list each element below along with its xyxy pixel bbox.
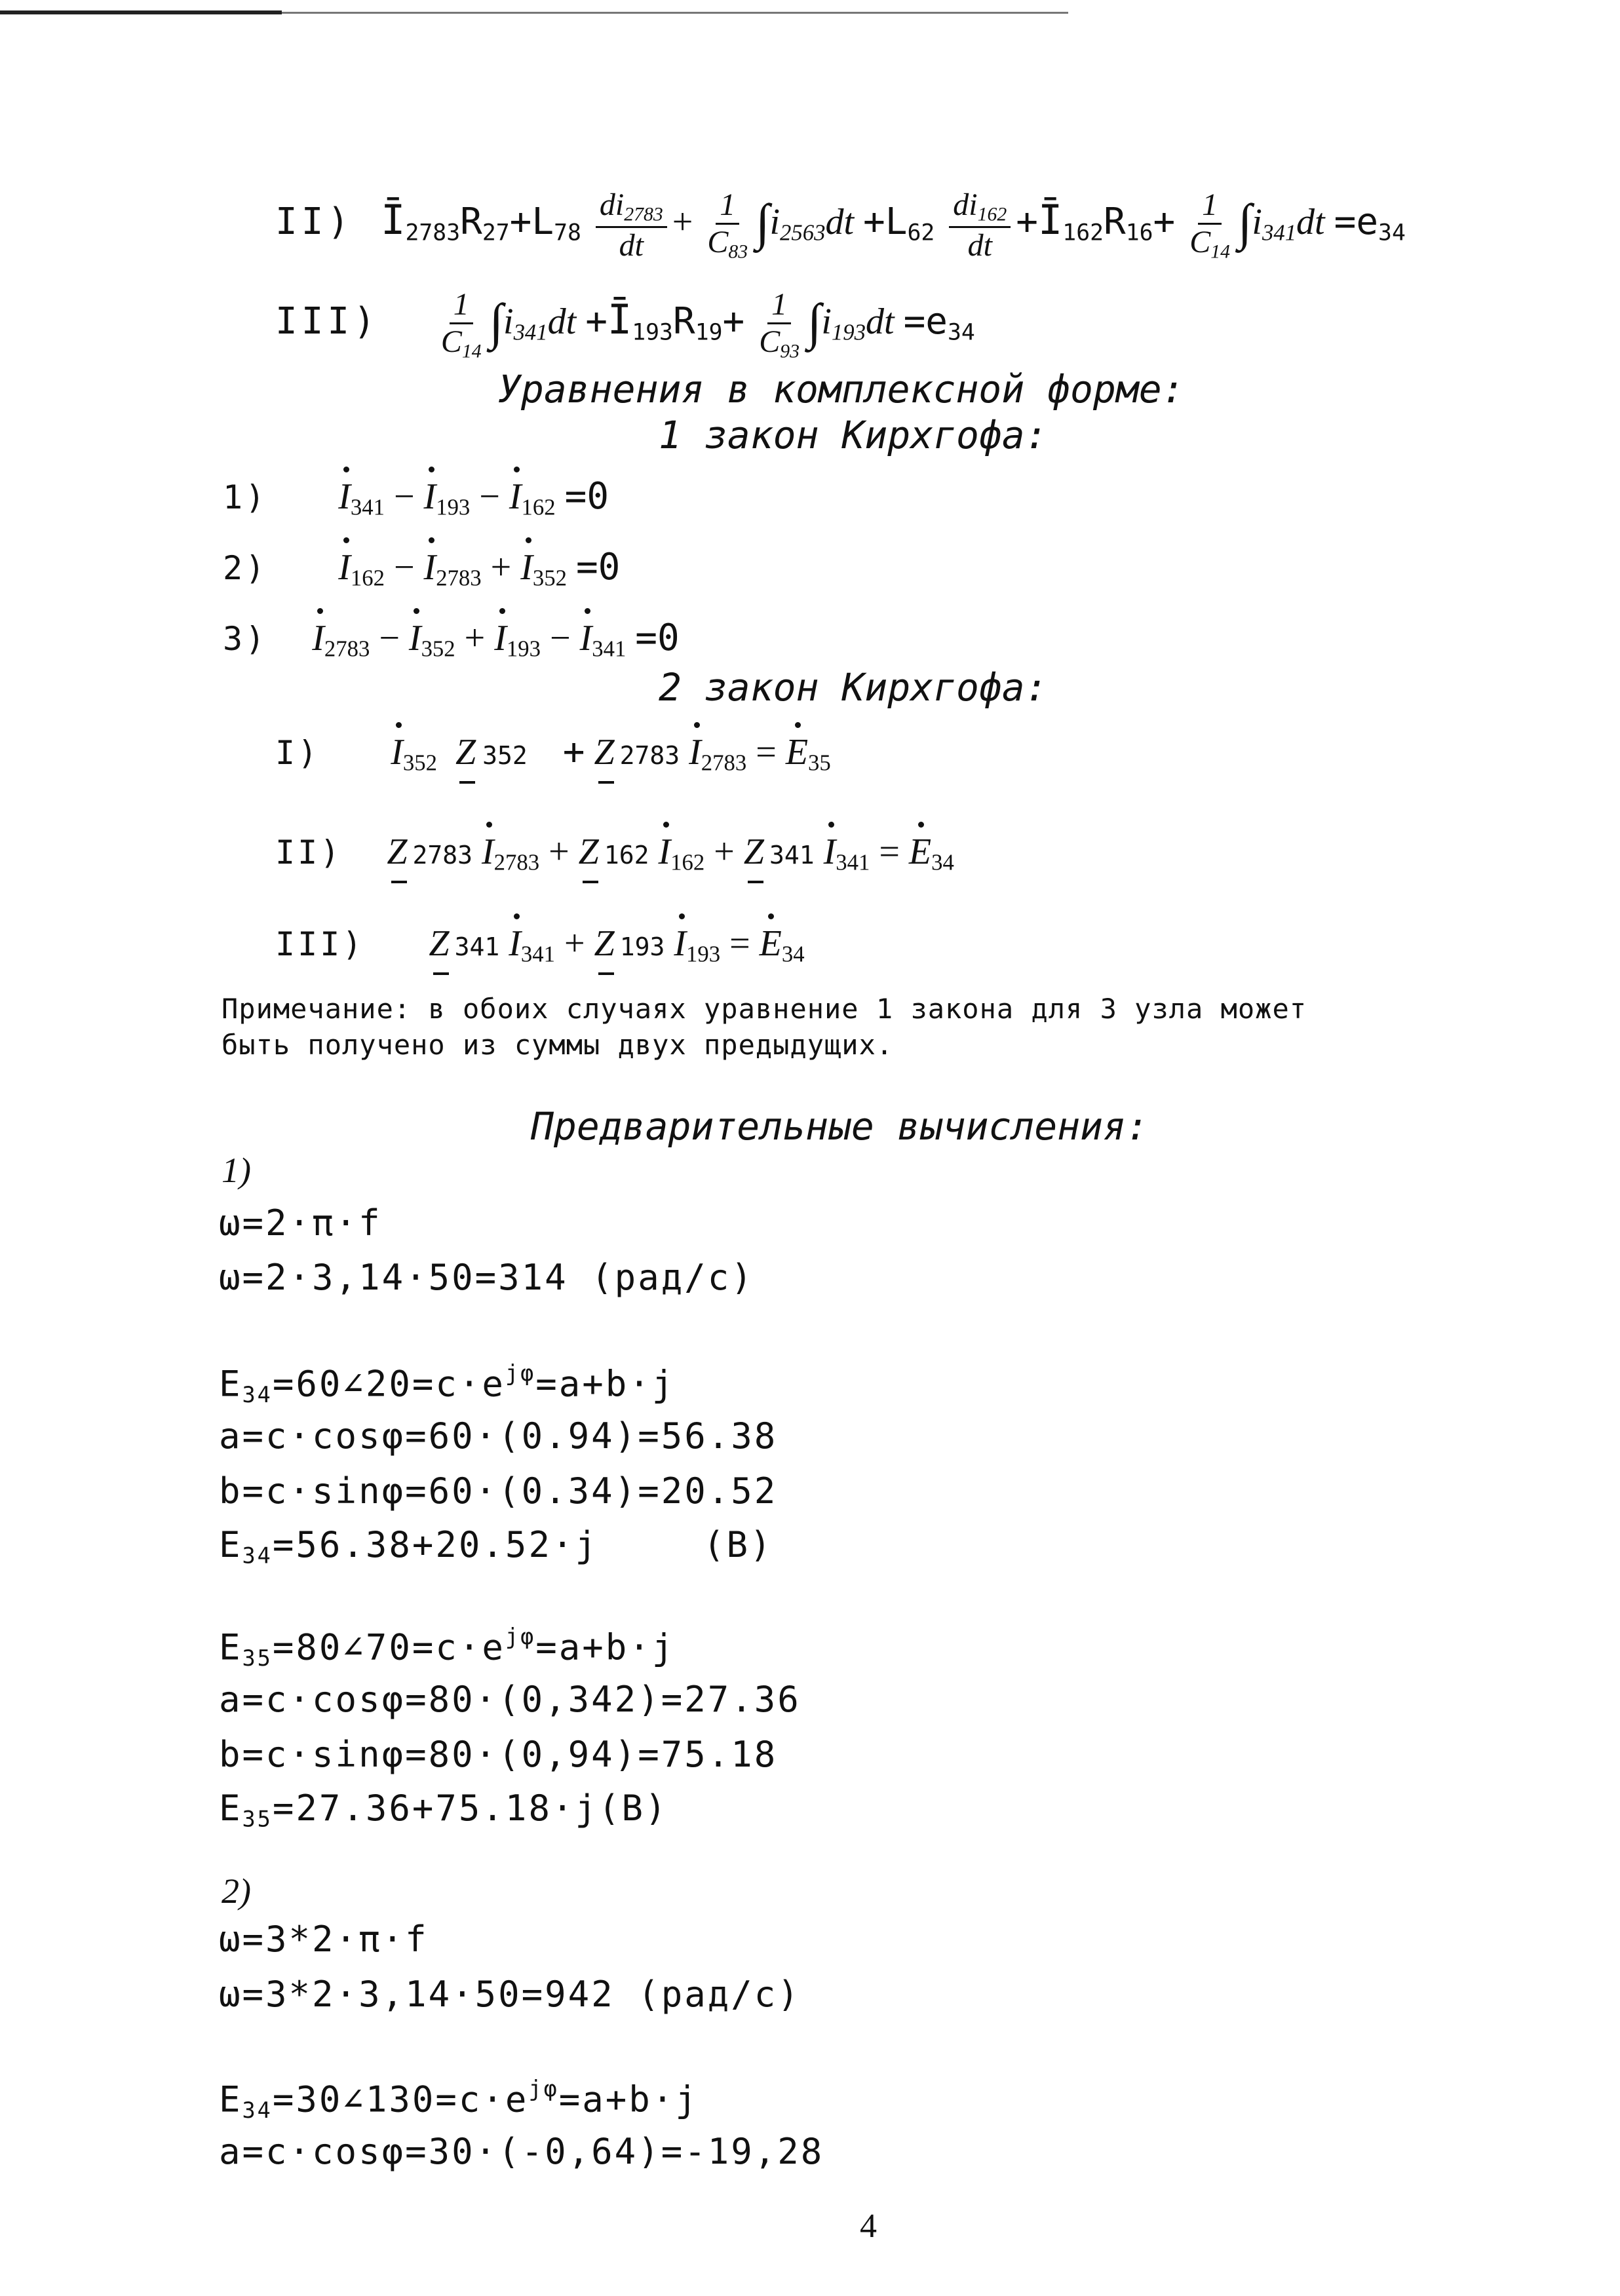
phasor-current: I: [579, 618, 592, 659]
eq-sub: 78: [554, 220, 581, 246]
eq-op: +: [562, 731, 585, 773]
eq-op: +: [1153, 200, 1176, 243]
eq-sub: 162: [1062, 220, 1104, 246]
calc-text: =27.36+75.18·j(B): [272, 1788, 668, 1829]
frac-den-sub: 14: [461, 340, 482, 362]
calc-text: =30∠130=c·e: [272, 2078, 529, 2120]
phasor-sub: 2783: [436, 565, 482, 591]
section-2-number: 2): [222, 1871, 251, 1911]
impedance-symbol: Z: [429, 923, 450, 964]
frac-num: 1: [767, 288, 791, 324]
phasor-sub: 162: [521, 494, 556, 520]
heading-preliminary: Предварительные вычисления:: [531, 1104, 1149, 1149]
e35-polar: [219, 1624, 675, 1671]
fraction: [596, 189, 667, 262]
eq-rhs: =e: [903, 299, 948, 343]
eq-label: II): [275, 200, 354, 243]
k2-eq-III: [275, 925, 805, 966]
frac-num-sub: 2783: [624, 203, 663, 225]
phasor-sub: 341: [592, 636, 627, 662]
frac-den: dt: [619, 227, 644, 263]
int-sub: 2563: [780, 220, 826, 246]
phasor-sub: 341: [350, 494, 385, 520]
int-var: i: [503, 301, 514, 342]
phasor-sub: 2783: [324, 636, 370, 662]
impedance-symbol: Z: [387, 832, 408, 872]
phasor-current: I: [481, 832, 494, 872]
calc-unit: (B): [703, 1524, 773, 1565]
phasor-current: I: [509, 923, 521, 964]
fraction: [759, 288, 800, 362]
frac-den: C: [707, 225, 729, 260]
calc-text: =60∠20=c·e: [272, 1363, 505, 1405]
phasor-sub: 193: [686, 941, 721, 967]
eq-op: +: [564, 923, 585, 964]
eq-op: −: [393, 476, 415, 517]
calc-var: E: [219, 1788, 242, 1829]
time-eq-II: II) $Ī_{2783}R_{27}+L_{78}$ $\frac{di_{2783}}{dt}$ + $\frac{1}{C_{83}}$ $\int i_{2563}dt +L_{62}$ $\frac{di_{162}}{dt}$ $+Ī_{162}R_{16}+$ $\frac{1}{C_{14}}$ $\int i_{341}dt =e_{34}$: [275, 187, 1406, 263]
phasor-current: I: [338, 547, 351, 588]
frac-den-sub: 83: [728, 240, 748, 263]
k2-eq-II: [275, 833, 954, 874]
int-dt: dt: [1296, 201, 1325, 242]
eq-sub: 193: [632, 319, 673, 346]
calc-text: =a+b·j: [535, 1626, 676, 1668]
fraction: [441, 288, 482, 362]
e34-result: [219, 1524, 773, 1568]
phasor-sub: 162: [670, 849, 705, 875]
eq-op: +: [464, 618, 486, 659]
impedance-symbol: Z: [743, 832, 764, 872]
impedance-index: 352: [482, 741, 528, 770]
fraction: [949, 189, 1011, 262]
eq-op: =: [729, 923, 750, 964]
integral-sign: ∫: [489, 292, 503, 350]
e34-polar-2: [219, 2076, 699, 2123]
frac-den: dt: [967, 227, 992, 263]
eq-rhs: =e: [1334, 200, 1379, 243]
frac-den-sub: 14: [1210, 240, 1231, 263]
heading-kirchhoff2: 2 закон Кирхгофа:: [659, 665, 1048, 710]
phasor-current: I: [408, 618, 421, 659]
note-line-2: быть получено из суммы двух предыдущих.: [222, 1029, 894, 1061]
eq-sub: 19: [695, 319, 723, 346]
calc-sub: 35: [242, 1806, 273, 1832]
k1-eq-3: [223, 617, 680, 662]
frac-num-sub: 162: [977, 203, 1007, 225]
eq-sub: 27: [482, 220, 510, 246]
calc-sup: jφ: [505, 1624, 536, 1649]
eq-op: +: [490, 547, 512, 588]
phasor-sub: 341: [836, 849, 870, 875]
impedance-symbol: Z: [578, 832, 599, 872]
note-line-1: Примечание: в обоих случаях уравнение 1 закона для 3 узла может: [222, 993, 1307, 1025]
time-eq-III: III) $\frac{1}{C_{14}}$ $\int i_{341}dt$ $+Ī_{193}R_{19}+$ $\frac{1}{C_{93}}$ $\int i_{193}dt =e_{34}$: [275, 287, 975, 362]
int-sub: 341: [513, 319, 548, 345]
phasor-current: I: [423, 547, 436, 588]
phasor-sub: 35: [808, 750, 831, 776]
calc-sub: 34: [242, 1381, 273, 1407]
eq-term: R: [672, 299, 695, 343]
e35-result: [219, 1788, 668, 1831]
phasor-current: I: [674, 923, 686, 964]
phasor-sub: 2783: [493, 849, 540, 875]
omega-formula-1: ω=2·π·f: [219, 1202, 382, 1244]
phasor-sub: 2783: [701, 750, 747, 776]
fraction: [1189, 189, 1230, 262]
frac-num: 1: [450, 288, 473, 324]
eq-label: 1): [223, 478, 268, 516]
eq-op: −: [379, 618, 400, 659]
int-sub: 341: [1262, 220, 1297, 246]
e34-polar: [219, 1360, 675, 1407]
eq-label: II): [275, 833, 343, 871]
omega-value-2: ω=3*2·3,14·50=942 (рад/с): [219, 1974, 801, 2015]
section-1-number: 1): [222, 1151, 251, 1190]
frac-num: 1: [1198, 189, 1222, 225]
e34-real-part-2: a=c·cosφ=30·(-0,64)=-19,28: [219, 2131, 824, 2172]
calc-var: E: [219, 1363, 242, 1405]
int-var: i: [769, 201, 781, 242]
calc-text: =80∠70=c·e: [272, 1626, 505, 1668]
calc-sup: jφ: [505, 1360, 536, 1386]
int-dt: dt: [825, 201, 855, 242]
eq-op: +: [549, 832, 569, 872]
e35-real-part: a=c·cosφ=80·(0,342)=27.36: [219, 1679, 801, 1720]
page-number: 4: [860, 2208, 877, 2245]
phasor-sub: 352: [402, 750, 437, 776]
phasor-sub: 193: [506, 636, 541, 662]
frac-num: 1: [716, 189, 739, 225]
eq-term: R: [460, 200, 482, 243]
heading-complex: Уравнения в комплексной форме:: [498, 367, 1185, 411]
eq-label: III): [275, 299, 379, 343]
eq-label: 2): [223, 549, 268, 587]
frac-den: C: [1189, 225, 1211, 260]
phasor-sub: 341: [520, 941, 555, 967]
eq-sub: 62: [907, 220, 935, 246]
impedance-index: 341: [769, 841, 815, 870]
phasor-current: I: [509, 476, 522, 517]
impedance-index: 193: [619, 932, 665, 961]
eq-label: III): [275, 925, 365, 963]
impedance-symbol: Z: [594, 732, 615, 773]
omega-formula-2: ω=3*2·π·f: [219, 1919, 429, 1960]
impedance-index: 162: [604, 841, 649, 870]
eq-rhs-sub: 34: [1378, 220, 1406, 246]
frac-num: di: [599, 187, 625, 222]
impedance-index: 2783: [619, 741, 680, 770]
phasor-current: I: [658, 832, 671, 872]
k1-eq-2: [223, 546, 621, 591]
e34-imag-part: b=c·sinφ=60·(0.34)=20.52: [219, 1470, 778, 1512]
header-rule: [0, 10, 282, 14]
k2-eq-I: [275, 731, 831, 776]
frac-den: C: [759, 324, 781, 360]
eq-term: +L: [863, 200, 908, 243]
phasor-sub: 352: [532, 565, 567, 591]
phasor-current: I: [338, 476, 351, 517]
eq-op: +: [714, 832, 735, 872]
calc-sub: 35: [242, 1645, 273, 1671]
impedance-index: 2783: [412, 841, 473, 870]
eq-rhs: =0: [635, 617, 680, 659]
int-var: i: [1252, 201, 1262, 242]
eq-op: =: [756, 732, 777, 773]
phasor-sub: 34: [781, 941, 805, 967]
phasor-sub: 193: [436, 494, 471, 520]
calc-text: =a+b·j: [535, 1363, 676, 1405]
eq-op: −: [393, 547, 415, 588]
eq-op: +: [585, 299, 608, 343]
phasor-emf: E: [759, 923, 782, 964]
int-var: i: [821, 301, 832, 342]
eq-term: R: [1104, 200, 1126, 243]
frac-num: di: [953, 187, 978, 222]
eq-op: =: [879, 832, 900, 872]
k1-eq-1: [223, 475, 609, 520]
eq-rhs: =0: [575, 546, 621, 588]
heading-kirchhoff1: 1 закон Кирхгофа:: [659, 413, 1048, 457]
calc-var: E: [219, 1626, 242, 1668]
eq-op: +: [722, 299, 745, 343]
phasor-current: I: [391, 732, 403, 773]
integral-sign: ∫: [756, 193, 770, 250]
eq-label: I): [275, 734, 320, 772]
int-dt: dt: [866, 301, 895, 342]
calc-var: E: [219, 1524, 242, 1565]
eq-sub: 2783: [405, 220, 461, 246]
frac-den-sub: 93: [780, 340, 800, 362]
e35-imag-part: b=c·sinφ=80·(0,94)=75.18: [219, 1734, 778, 1775]
calc-sub: 34: [242, 2097, 273, 2123]
phasor-current: I: [689, 732, 701, 773]
e34-real-part: a=c·cosφ=60·(0.94)=56.38: [219, 1415, 778, 1457]
calc-text: =a+b·j: [558, 2078, 699, 2120]
frac-den: C: [440, 324, 462, 360]
phasor-current: I: [494, 618, 507, 659]
impedance-symbol: Z: [594, 923, 615, 964]
phasor-emf: E: [908, 832, 932, 872]
phasor-current: I: [423, 476, 436, 517]
header-rule-faint: [282, 12, 1068, 14]
eq-sub: 16: [1125, 220, 1153, 246]
impedance-symbol: Z: [455, 732, 476, 773]
phasor-sub: 34: [931, 849, 954, 875]
phasor-sub: 162: [350, 565, 385, 591]
phasor-emf: E: [785, 732, 809, 773]
impedance-index: 341: [454, 932, 500, 961]
eq-op: +: [1016, 200, 1038, 243]
phasor-sub: 352: [421, 636, 455, 662]
omega-value-1: ω=2·3,14·50=314 (рад/с): [219, 1257, 754, 1298]
integral-sign: ∫: [1238, 193, 1252, 250]
int-sub: 193: [831, 319, 866, 345]
int-dt: dt: [547, 301, 577, 342]
fraction: [707, 189, 748, 262]
integral-sign: ∫: [807, 292, 822, 350]
calc-var: E: [219, 2078, 242, 2120]
calc-text: =56.38+20.52·j: [272, 1524, 598, 1565]
eq-rhs: =0: [564, 475, 609, 518]
calc-sup: jφ: [528, 2076, 559, 2101]
eq-term: +L: [509, 200, 554, 243]
eq-op: −: [549, 618, 571, 659]
calc-sub: 34: [242, 1542, 273, 1569]
phasor-current: I: [823, 832, 836, 872]
eq-op: −: [479, 476, 500, 517]
phasor-current: I: [520, 547, 533, 588]
phasor-current: I: [312, 618, 324, 659]
eq-rhs-sub: 34: [948, 319, 975, 346]
eq-op: +: [672, 201, 693, 242]
eq-label: 3): [223, 620, 268, 658]
